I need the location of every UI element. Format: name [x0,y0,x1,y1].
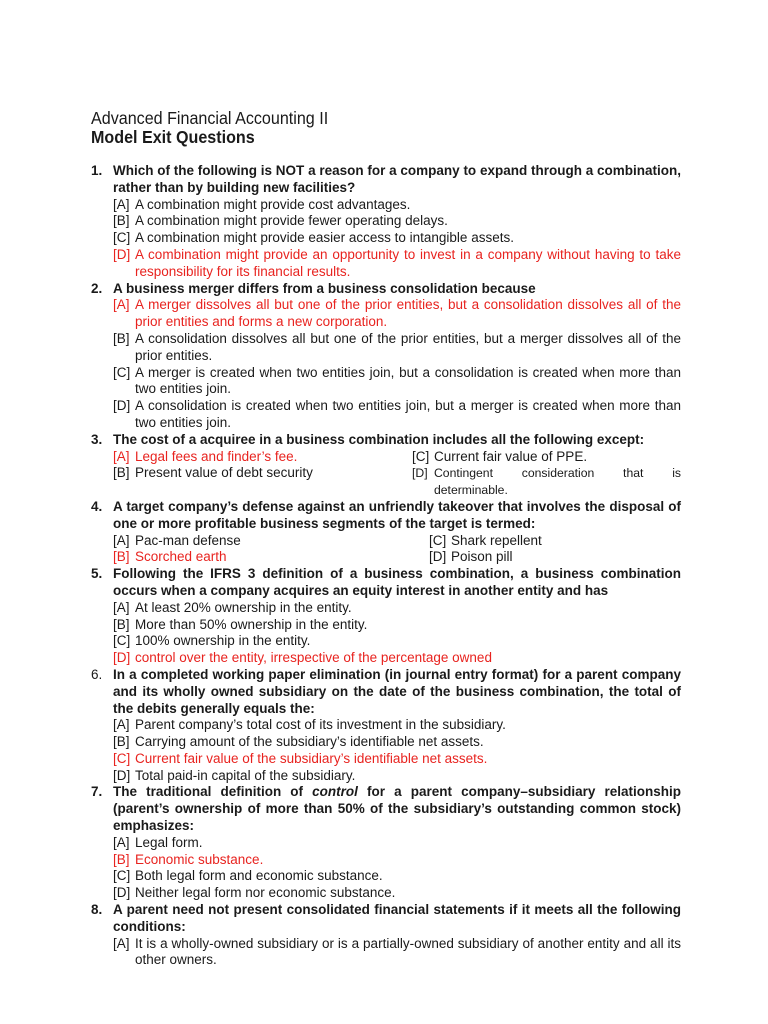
option-b: [B] A combination might provide fewer operating delays. [113,213,448,229]
option-d: [D] Neither legal form nor economic substance. [113,885,396,901]
question-8 [91,902,681,969]
option-a: [A] It is a wholly-owned subsidiary or is a partially-owned subsidiary of another entity and all its other owners. [113,935,681,968]
option-a: [A] Parent company’s total cost of its investment in the subsidiary. [113,717,506,733]
option-a: [A] Legal form. [113,834,203,850]
option-a: [A] A combination might provide cost advantages. [113,196,411,212]
question-number: 8. [91,902,103,918]
question-text: The cost of a acquiree in a business combination includes all the following except: [113,431,645,447]
question-text: A business merger differs from a business consolidation because [113,280,536,296]
question-3 [91,432,681,499]
option-c: [C] Shark repellent [429,532,542,548]
option-b: [B] A consolidation dissolves all but one of the prior entities, but a merger dissolves all of the prior entities. [113,330,681,363]
option-b: [B] More than 50% ownership in the entity. [113,616,368,632]
question-number: 4. [91,498,103,514]
question-number: 2. [91,280,103,296]
question-2 [91,281,681,432]
question-text: A target company’s defense against an unfriendly takeover that involves the disposal of one or more profitable business segments of the target is termed: [113,498,681,531]
option-grid [113,449,681,499]
option-d-answer: [D] A combination might provide an opportunity to invest in a company without having to take responsibility for its financial results. [113,246,681,279]
option-a-answer: [A] Legal fees and finder’s fee. [113,448,298,464]
question-text: A parent need not present consolidated financial statements if it meets all the following conditions: [113,902,681,934]
option-a-answer: [A] A merger dissolves all but one of the prior entities, but a consolidation dissolves all of the prior entities and forms a new corporation. [113,297,681,330]
option-c: [C] Both legal form and economic substance. [113,868,383,884]
option-d: [D] Total paid-in capital of the subsidiary. [113,767,356,783]
option-d: [D] A consolidation is created when two entities join, but a merger is created when more than two entities join. [113,398,681,430]
question-text: Following the IFRS 3 definition of a business combination, a business combination occurs when a company acquires an equity interest in another entity and has [113,566,681,598]
option-c: [C] Current fair value of PPE. [412,448,588,464]
option-c-answer: [C] Current fair value of the subsidiary’s identifiable net assets. [113,750,488,766]
question-7 [91,784,681,902]
option-d: [D] Contingent consideration that is determinable. [412,466,681,498]
option-d-answer: [D] control over the entity, irrespective of the percentage owned [113,650,492,666]
question-5 [91,566,681,667]
question-number: 6. [91,666,103,682]
option-b-answer: [B] Economic substance. [113,851,264,867]
document-title: Advanced Financial Accounting II [91,108,329,128]
option-b: [B] Carrying amount of the subsidiary’s identifiable net assets. [113,734,484,750]
question-list [91,163,681,969]
option-grid [113,533,681,567]
question-6 [91,667,681,785]
question-4 [91,499,681,566]
question-number: 7. [91,784,103,800]
option-d: [D] Poison pill [429,549,513,565]
option-c: [C] A merger is created when two entities join, but a consolidation is created when more than two entities join. [113,364,681,397]
question-text: Which of the following is NOT a reason for a company to expand through a combination, rather than by building new facilities? [113,163,681,195]
document-subtitle: Model Exit Questions [91,127,255,147]
option-a: [A] At least 20% ownership in the entity. [113,599,352,615]
question-text: In a completed working paper elimination (in journal entry format) for a parent company and its wholly owned subsidiary on the date of the business combination, the total of the debits generally equals the: [113,666,681,716]
question-number: 5. [91,566,103,582]
option-c: [C] 100% ownership in the entity. [113,633,311,649]
question-text: The traditional definition of control for a parent company–subsidiary relationship (parent’s ownership of more than 50% of the subsidiary’s outstanding common stock) emphasizes: [113,784,681,834]
question-1 [91,163,681,281]
option-a: [A] Pac-man defense [113,532,241,548]
option-b: [B] Present value of debt security [113,465,313,481]
option-c: [C] A combination might provide easier access to intangible assets. [113,230,514,246]
option-b-answer: [B] Scorched earth [113,549,227,565]
emphasis-control: control [312,784,358,800]
question-number: 1. [91,163,103,178]
question-number: 3. [91,431,103,447]
